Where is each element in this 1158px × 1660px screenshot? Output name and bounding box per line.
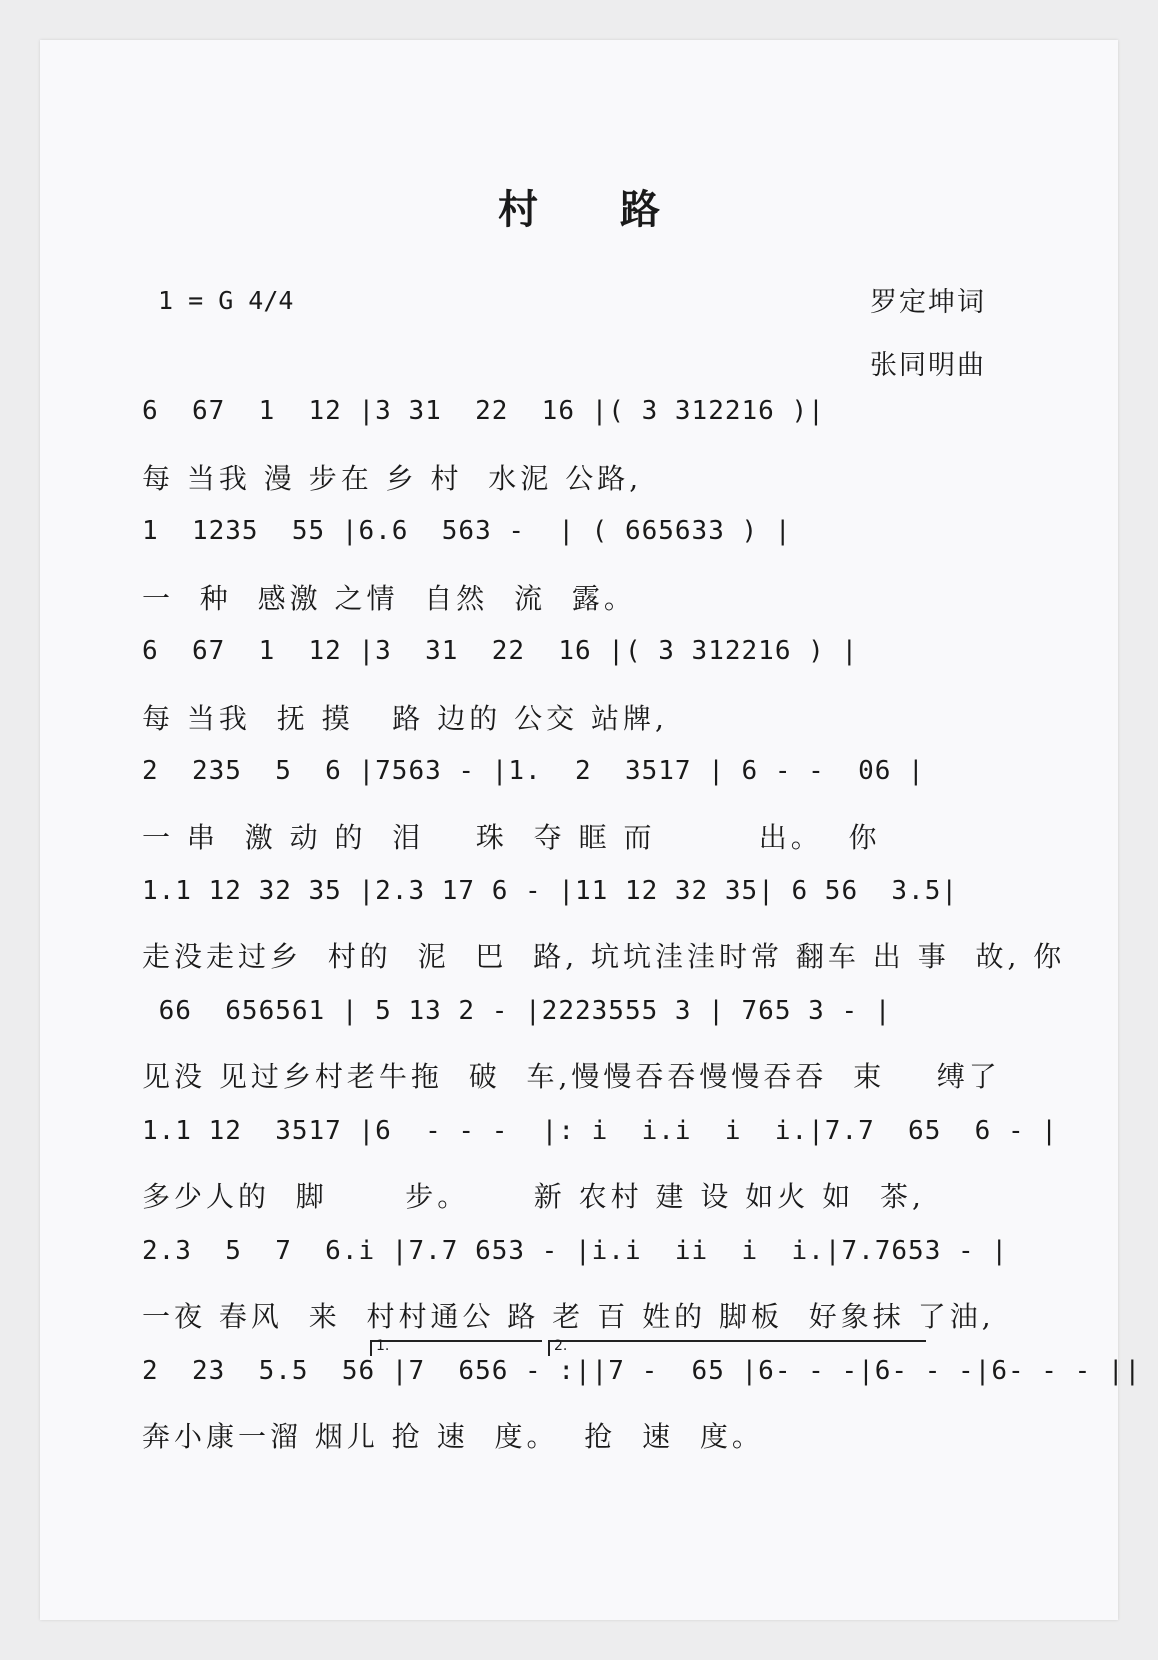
notation-line-5: 1.1 12 32 35 |2.3 17 6 - |11 12 32 35| 6 56 3.5|: [142, 876, 959, 906]
song-title: 村 路: [498, 186, 694, 233]
notation-line-2: 1 1235 55 |6.6 563 - | ( 665633 ) |: [142, 516, 792, 546]
lyric-line-6: 见没 见过乡村老牛拖 破 车,慢慢吞吞慢慢吞吞 束 缚了: [142, 1060, 1001, 1093]
notation-line-1: 6 67 1 12 |3 31 22 16 |( 3 312216 )|: [142, 396, 825, 426]
lyric-line-4: 一 串 激 动 的 泪 珠 夺 眶 而 出。 你: [142, 821, 881, 854]
lyric-line-2: 一 种 感激 之情 自然 流 露。: [142, 582, 636, 615]
lyric-line-5: 走没走过乡 村的 泥 巴 路, 坑坑洼洼时常 翻车 出 事 故, 你: [142, 940, 1066, 973]
notation-line-3: 6 67 1 12 |3 31 22 16 |( 3 312216 ) |: [142, 636, 859, 666]
notation-line-7: 1.1 12 3517 |6 - - - |: i i.i i i.|7.7 65 6 - |: [142, 1116, 1058, 1146]
lyric-line-3: 每 当我 抚 摸 路 边的 公交 站牌,: [142, 702, 668, 735]
second-ending-bracket: [548, 1340, 926, 1356]
composer-credit: 张同明曲: [870, 350, 986, 381]
first-ending-bracket: [370, 1340, 542, 1356]
lyric-line-1: 每 当我 漫 步在 乡 村 水泥 公路,: [142, 462, 643, 495]
notation-line-4: 2 235 5 6 |7563 - |1. 2 3517 | 6 - - 06 |: [142, 756, 925, 786]
lyric-line-7: 多少人的 脚 步。 新 农村 建 设 如火 如 茶,: [142, 1180, 925, 1213]
notation-line-9: 2 23 5.5 56 |7 656 - :||7 - 65 |6- - -|6- - -|6- - - ||: [142, 1356, 1142, 1386]
lyricist-credit: 罗定坤词: [870, 287, 986, 318]
notation-line-8: 2.3 5 7 6.i |7.7 653 - |i.i ii i i.|7.7653 - |: [142, 1236, 1008, 1266]
first-ending-label: 1.: [376, 1338, 390, 1354]
second-ending-label: 2.: [554, 1338, 568, 1354]
lyric-line-9: 奔小康一溜 烟儿 抢 速 度。 抢 速 度。: [142, 1420, 764, 1453]
notation-line-6: 66 656561 | 5 13 2 - |2223555 3 | 765 3 - |: [142, 996, 892, 1026]
lyric-line-8: 一夜 春风 来 村村通公 路 老 百 姓的 脚板 好象抹 了油,: [142, 1300, 995, 1333]
key-signature: 1 = G 4/4: [158, 286, 294, 315]
